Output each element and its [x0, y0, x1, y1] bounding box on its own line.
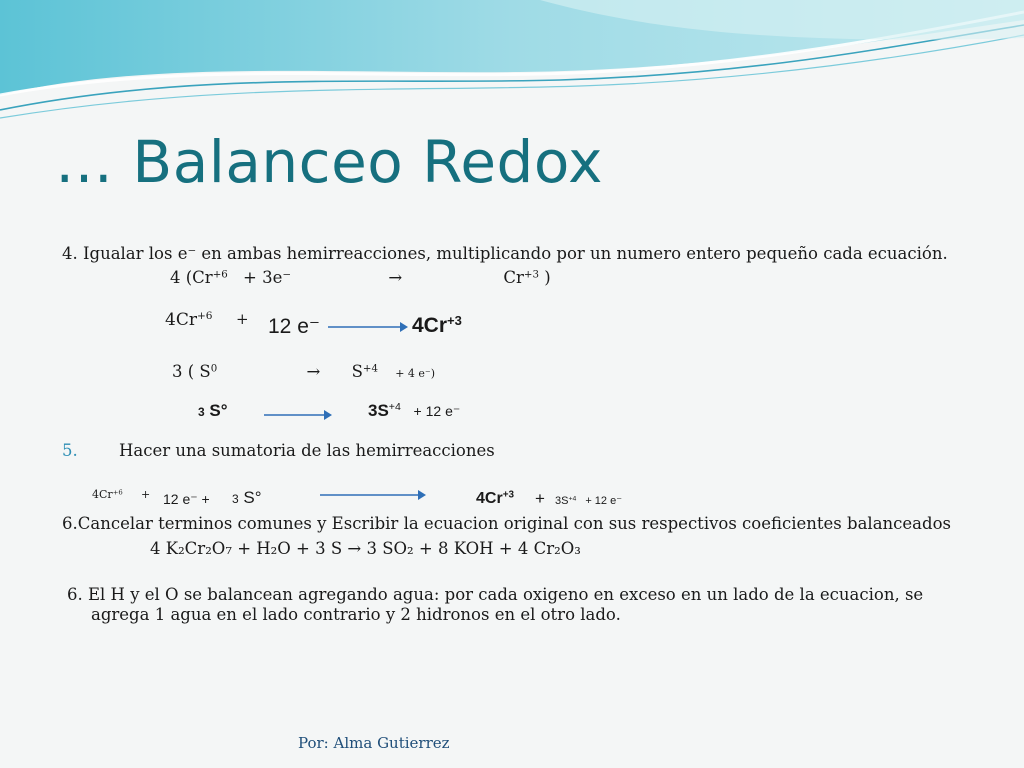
- eq3-product: S: [351, 362, 363, 381]
- eq4-left-coef: 3: [198, 405, 205, 419]
- sum-plus2: +: [535, 489, 545, 508]
- eq3-tail: + 4 e⁻): [395, 367, 436, 380]
- eq4-left-text: S°: [209, 401, 228, 420]
- eq4-tail: + 12 e⁻: [413, 403, 461, 419]
- eq1-close: ): [544, 268, 551, 287]
- eq3-sup2: +4: [362, 363, 378, 375]
- eq2-left: [165, 310, 212, 330]
- eq3-arrow: →: [306, 362, 321, 381]
- eq4-right: [368, 401, 460, 421]
- step6a-text: 6.Cancelar terminos comunes y Escribir la ecuacion original con sus respectivos coeficientes balanceados: [62, 514, 951, 533]
- eq1-arrow: →: [388, 268, 403, 287]
- step6b-line2: agrega 1 agua en el lado contrario y 2 hidronos en el otro lado.: [91, 605, 621, 624]
- eq4-right-text: 3S: [368, 401, 389, 420]
- sum-d: [476, 490, 514, 508]
- eq2-plus: +: [236, 310, 249, 328]
- eq3-sup1: 0: [210, 363, 218, 375]
- sum-b: 12 e⁻ +: [163, 491, 210, 507]
- step6b-line1: 6. El H y el O se balancean agregando agua: por cada oxigeno en exceso en un lado de la ecuacion, se: [67, 585, 924, 604]
- header-wave-decoration: [0, 0, 1024, 130]
- eq4-left: [198, 401, 228, 421]
- sum-e-sup: +4: [568, 495, 577, 503]
- step4-eq3: [172, 362, 435, 381]
- eq2-left-sup: +6: [196, 310, 213, 323]
- step4-eq1: [170, 268, 551, 287]
- sum-plus1: +: [141, 488, 151, 501]
- eq2-left-text: 4Cr: [165, 310, 197, 330]
- sum-f: + 12 e⁻: [585, 495, 623, 507]
- sum-e: [555, 494, 622, 507]
- eq1-mid: + 3e⁻: [243, 268, 292, 287]
- slide-title: … Balanceo Redox: [55, 128, 603, 196]
- eq1-sup2: +3: [523, 269, 539, 281]
- sum-a-sup: +6: [112, 488, 123, 497]
- sum-c-text: S°: [243, 488, 262, 507]
- eq1-product: Cr: [503, 268, 524, 287]
- eq4-right-sup: +4: [388, 401, 401, 414]
- sum-c-coef: 3: [232, 492, 239, 506]
- sum-e-text: 3S: [555, 495, 569, 507]
- eq2-electrons: 12 e⁻: [268, 315, 320, 338]
- sum-a: [92, 488, 123, 501]
- eq2-right: [412, 314, 462, 338]
- sum-d-text: 4Cr: [476, 490, 503, 507]
- footer-author: Por: Alma Gutierrez: [298, 734, 450, 752]
- step6a-equation: 4 K₂Cr₂O₇ + H₂O + 3 S → 3 SO₂ + 8 KOH + 4 Cr₂O₃: [150, 539, 581, 558]
- reaction-arrow-icon: [328, 320, 408, 334]
- reaction-arrow-icon: [264, 408, 332, 422]
- eq1-sup1: +6: [212, 269, 228, 281]
- reaction-arrow-icon: [320, 488, 426, 502]
- eq3-prefix: 3 ( S: [172, 362, 211, 381]
- sum-d-sup: +3: [502, 489, 514, 501]
- step5-text: Hacer una sumatoria de las hemirreacciones: [119, 441, 495, 460]
- step4-text: 4. Igualar los e⁻ en ambas hemirreacciones, multiplicando por un numero entero pequeño cada ecuación.: [62, 244, 948, 263]
- eq1-prefix: 4 (Cr: [170, 268, 213, 287]
- eq2-right-text: 4Cr: [412, 314, 448, 337]
- step5-number: 5.: [62, 441, 78, 460]
- eq2-right-sup: +3: [447, 312, 462, 328]
- sum-a-text: 4Cr: [92, 488, 113, 501]
- sum-c: [232, 488, 262, 508]
